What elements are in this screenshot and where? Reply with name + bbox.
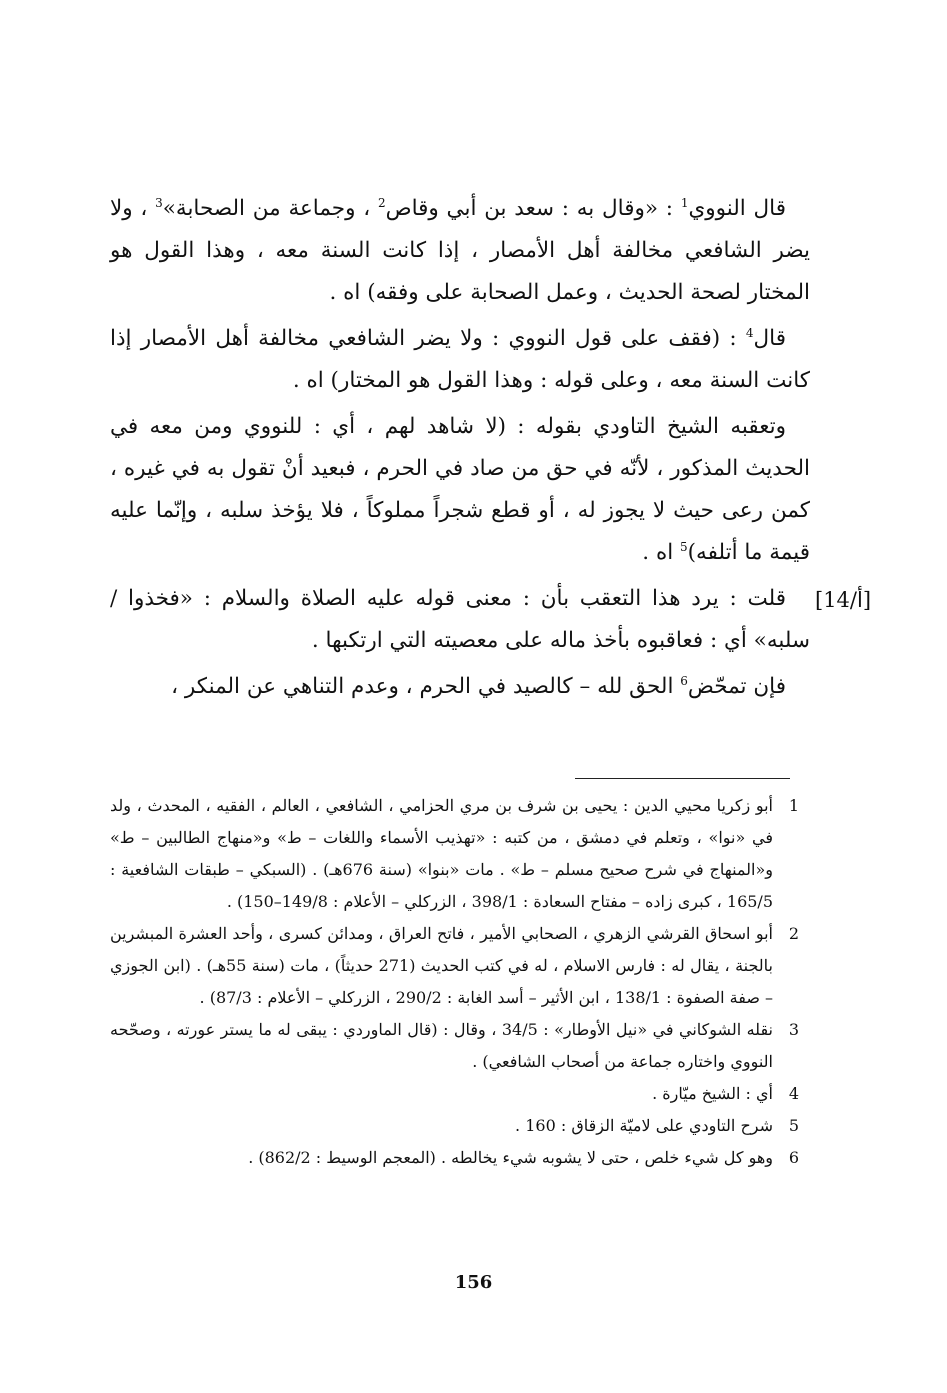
footnote-ref-6: 6 xyxy=(680,673,688,688)
footnote-ref-5: 5 xyxy=(680,539,688,554)
footnote-divider xyxy=(575,778,790,779)
paragraph-4: قلت : يرد هذا التعقب بأن : معنى قوله عليه الصلاة والسلام : «فخذوا / سلبه» أي : فعاقبوه بأخذ ماله على معصيته التي ارتكبها . xyxy=(110,586,810,653)
paragraph-2: قال$^4$ : (فقف على قول النووي : ولا يضر الشافعي مخالفة أهل الأمصار إذا كانت السنة معه ، وعلى قوله : وهذا القول هو المختار) اه . xyxy=(110,325,810,393)
footnote-text: أي : الشيخ ميّارة . xyxy=(652,1084,773,1103)
paragraph-3: وتعقبه الشيخ التاودي بقوله : (لا شاهد لهم ، أي : للنووي ومن معه في الحديث المذكور ، لأنّه في حق من صاد في الحرم ، فبعيد أنْ تقول به في غيره ، كمن رعى حيث لا يجوز له ، أو قطع شجراً مملوكاً ، فلا يؤخذ سلبه ، وإنّما عليه قيمة ما أتلفه)$^5$ اه . xyxy=(110,414,810,565)
footnote xyxy=(110,1014,815,1078)
footnote xyxy=(110,1078,815,1110)
footnote-number: 1 xyxy=(788,796,800,815)
footnote xyxy=(110,918,815,1014)
footnote xyxy=(110,1110,815,1142)
footnote-number: 3 xyxy=(788,1020,800,1039)
footnote-number: 5 xyxy=(788,1116,800,1135)
footnote xyxy=(110,790,815,918)
footnote-ref-3: 3 xyxy=(155,195,163,210)
footnote-text: وهو كل شيء خلص ، حتى لا يشوبه شيء يخالطه . (المعجم الوسيط : 862/2) . xyxy=(248,1148,773,1167)
footnote-ref-4: 4 xyxy=(745,325,754,340)
footnote xyxy=(110,1142,815,1174)
footnote-number: 6 xyxy=(788,1148,800,1167)
footnote-text: أبو اسحاق القرشي الزهري ، الصحابي الأمير ، فاتح العراق ، ومدائن كسرى ، وأحد العشرة المبشرين بالجنة ، يقال له : فارس الاسلام ، له في كتب الحديث (271 حديثاً) ، مات (سنة 55هـ) . (ابن الجوزي – صفة الصفوة : 138/1 ، ابن الأثير – أسد الغابة : 290/2 ، الزركلي – الأعلام : 87/3) . xyxy=(110,924,774,1007)
paragraph-5: فإن تمحّض$^6$ الحق لله – كالصيد في الحرم ، وعدم التناهي عن المنكر ، xyxy=(171,673,786,699)
footnote-ref-2: 2 xyxy=(377,195,386,210)
footnote-ref-1: 1 xyxy=(680,195,689,210)
footnote-number: 4 xyxy=(788,1084,800,1103)
folio-marker: [14/أ] xyxy=(815,588,872,612)
footnote-number: 2 xyxy=(788,924,800,943)
footnote-text: أبو زكريا محيي الدين : يحيى بن شرف بن مري الحزامي ، الشافعي ، العالم ، الفقيه ، المحدث ، ولد في «نوا» ، وتعلم في دمشق ، من كتبه : «تهذيب الأسماء واللغات – ط» و«منهاج الطالبين – ط» و«المنهاج في شرح صحيح مسلم – ط» . مات «بنوا» (سنة 676هـ) . (السبكي – طبقات الشافعية : 165/5 ، كبرى زاده – مفتاح السعادة : 398/1 ، الزركلي – الأعلام : 149/8–150) . xyxy=(110,796,774,911)
paragraph-1: قال النووي$^1$ : «وقال به : سعد بن أبي وقاص$^2$ ، وجماعة من الصحابة»$^3$ ، ولا يضر الشافعي مخالفة أهل الأمصار ، إذا كانت السنة معه ، وهذا القول هو المختار لصحة الحديث ، وعمل الصحابة على وفقه) اه . xyxy=(110,195,810,305)
page-number: 156 xyxy=(454,1272,493,1293)
footnote-text: نقله الشوكاني في «نيل الأوطار» : 34/5 ، وقال : (قال الماوردي : يبقى له ما يستر عورته ، وصحّحه النووي واختاره جماعة من أصحاب الشافعي) . xyxy=(110,1020,774,1071)
footnote-text: شرح التاودي على لاميّة الزقاق : 160 . xyxy=(515,1116,773,1135)
footnotes xyxy=(110,790,815,1174)
main-text xyxy=(110,188,810,712)
